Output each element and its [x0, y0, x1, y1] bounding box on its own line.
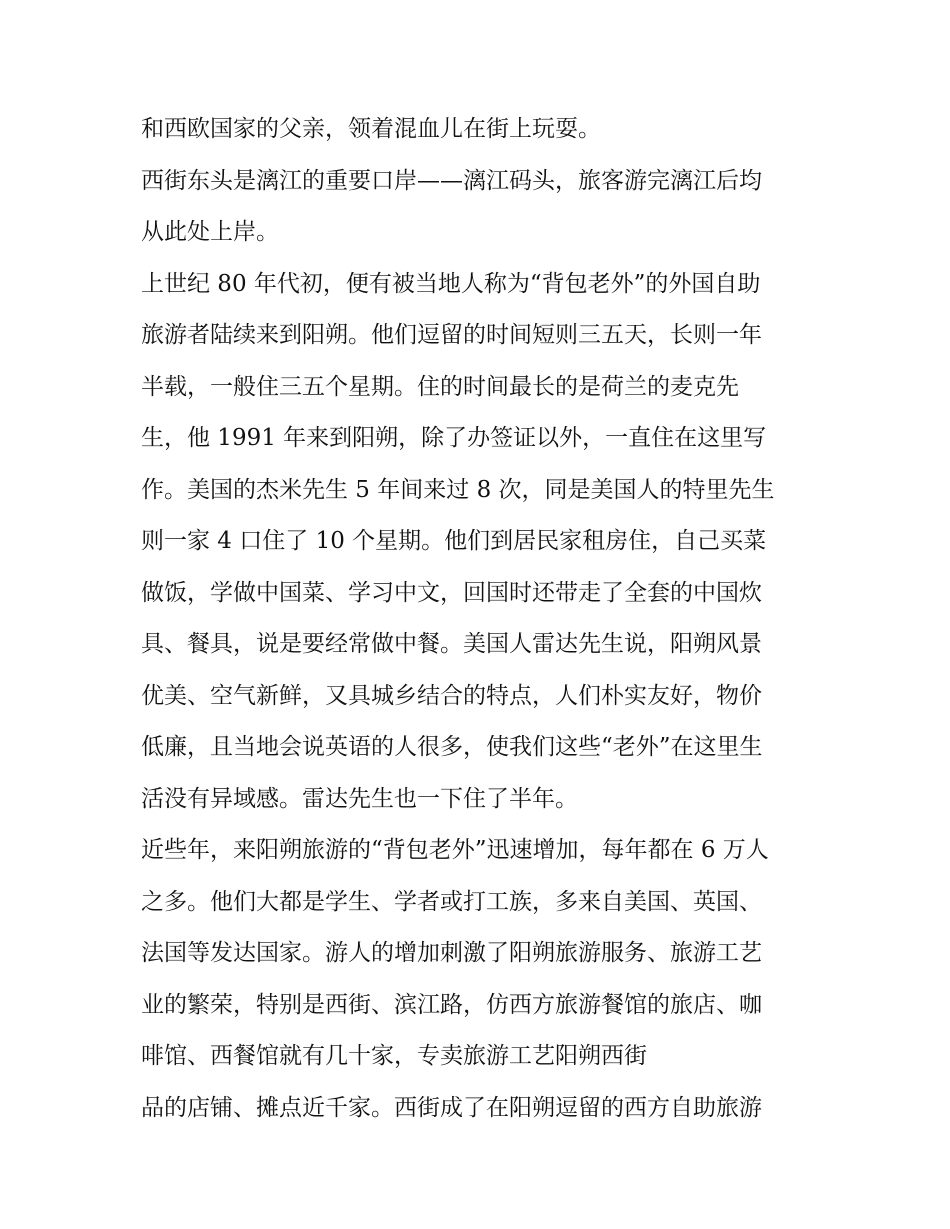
text-line: 和西欧国家的父亲，领着混血儿在街上玩耍。	[141, 116, 601, 142]
text-line: 半载，一般住三五个星期。住的时间最长的是荷兰的麦克先	[141, 373, 739, 400]
text-line: 业的繁荣，特别是西街、滨江路，仿西方旅游餐馆的旅店、咖	[141, 991, 762, 1018]
text-line: 做饭，学做中国菜、学习中文，回国时还带走了全套的中国炊	[141, 579, 762, 606]
text-line: 品的店铺、摊点近千家。西街成了在阳朔逗留的西方自助旅游	[141, 1094, 762, 1121]
text-line: 作。美国的杰米先生 5 年间来过 8 次，同是美国人的特里先生	[141, 476, 775, 503]
text-line: 具、餐具，说是要经常做中餐。美国人雷达先生说，阳朔风景	[141, 631, 762, 657]
text-line: 生，他 1991 年来到阳朔，除了办签证以外，一直住在这里写	[141, 425, 767, 451]
text-line: 啡馆、西餐馆就有几十家，专卖旅游工艺阳朔西街	[141, 1043, 647, 1069]
text-line: 活没有异域感。雷达先生也一下住了半年。	[141, 785, 578, 812]
text-line: 低廉，且当地会说英语的人很多，使我们这些“老外”在这里生	[141, 734, 763, 760]
text-line: 从此处上岸。	[141, 219, 279, 245]
text-line: 上世纪 80 年代初，便有被当地人称为“背包老外”的外国自助	[141, 270, 761, 297]
text-line: 旅游者陆续来到阳朔。他们逗留的时间短则三五天，长则一年	[141, 322, 762, 348]
text-line: 之多。他们大都是学生、学者或打工族，多来自美国、英国、	[141, 888, 762, 915]
text-line: 则一家 4 口住了 10 个星期。他们到居民家租房住，自己买菜	[141, 528, 767, 554]
body-text	[141, 104, 821, 1134]
text-line: 法国等发达国家。游人的增加刺激了阳朔旅游服务、旅游工艺	[141, 940, 762, 966]
text-line: 优美、空气新鲜，又具城乡结合的特点，人们朴实友好，物价	[141, 682, 762, 709]
text-line: 近些年，来阳朔旅游的“背包老外”迅速增加，每年都在 6 万人	[141, 837, 769, 863]
text-line: 西街东头是漓江的重要口岸——漓江码头，旅客游完漓江后均	[141, 167, 762, 194]
